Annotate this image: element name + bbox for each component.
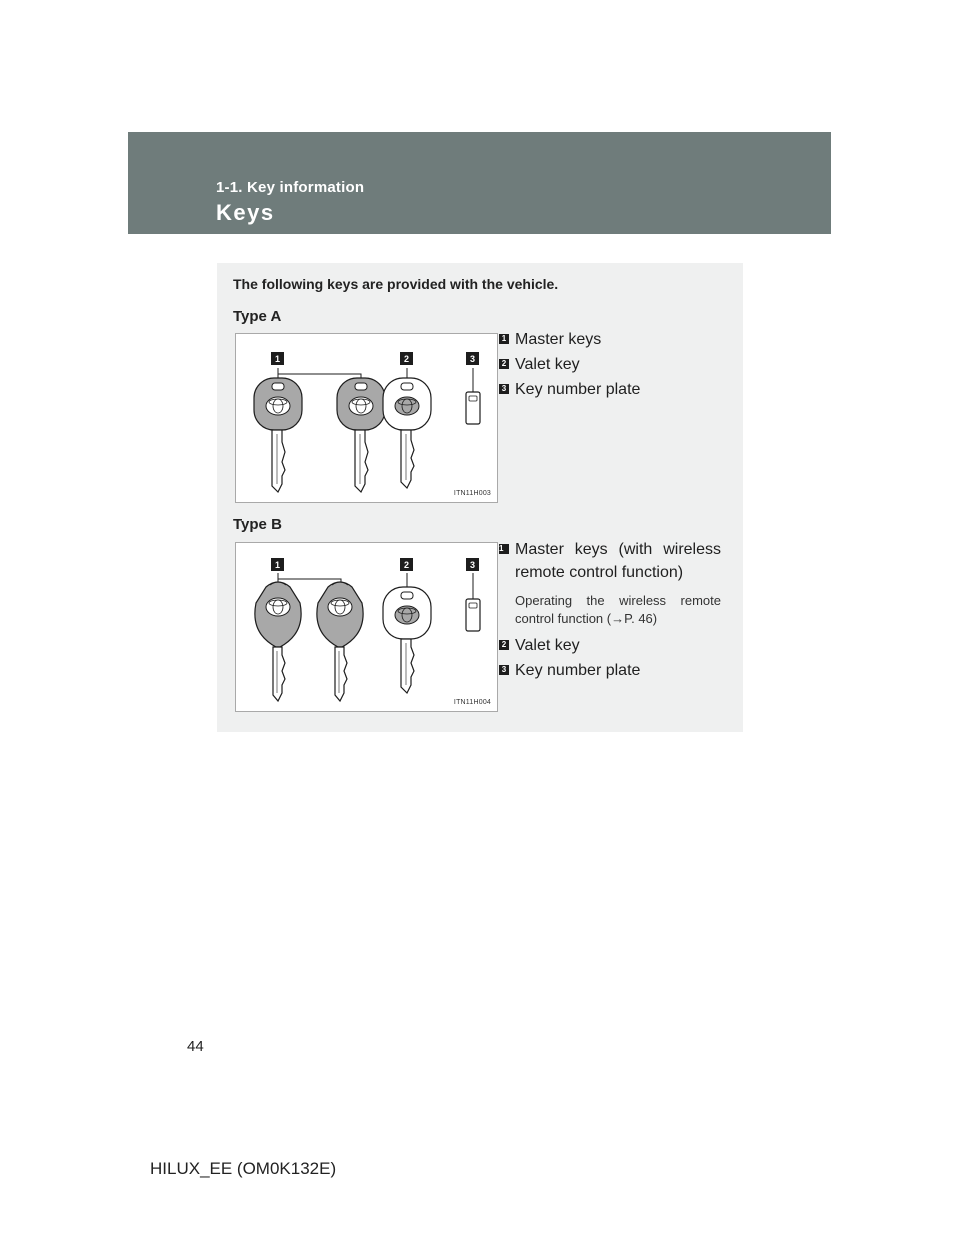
callout-2-label: 2 bbox=[403, 354, 410, 364]
wireless-master-key-1-icon bbox=[255, 582, 301, 701]
chapter-header bbox=[128, 132, 831, 234]
callout-2-label: 2 bbox=[403, 560, 410, 570]
wireless-remote-note: Operating the wireless remote control function (→P. 46) bbox=[515, 593, 721, 626]
callout-1-label: 1 bbox=[274, 354, 281, 364]
master-key-2-icon bbox=[337, 378, 385, 492]
number-2-icon: 2 bbox=[499, 640, 509, 650]
legend-item-key-number-plate bbox=[499, 659, 721, 682]
figure-code: ITN11H003 bbox=[453, 490, 491, 497]
page-title: Keys bbox=[216, 200, 275, 225]
callout-3-label: 3 bbox=[469, 560, 476, 570]
legend-label: Valet key bbox=[515, 637, 580, 654]
legend-label: Key number plate bbox=[515, 662, 641, 679]
number-2-icon: 2 bbox=[499, 359, 509, 369]
figure-code: ITN11H004 bbox=[453, 699, 491, 706]
legend-item-key-number-plate bbox=[499, 378, 721, 401]
key-number-plate-icon bbox=[466, 392, 480, 424]
legend-label: Valet key bbox=[515, 356, 580, 373]
type-a-keys-svg bbox=[236, 334, 499, 504]
type-a-heading: Type A bbox=[233, 308, 282, 325]
legend-item-wireless-master-keys bbox=[499, 538, 721, 584]
page-number: 44 bbox=[187, 1038, 204, 1055]
legend-item-valet-key bbox=[499, 634, 721, 657]
valet-key-icon bbox=[383, 587, 431, 693]
legend-label: Master keys bbox=[515, 331, 602, 348]
legend-item-master-keys bbox=[499, 328, 721, 351]
section-label: 1-1. Key information bbox=[216, 179, 365, 196]
master-key-1-icon bbox=[254, 378, 302, 492]
footer-code: HILUX_EE (OM0K132E) bbox=[150, 1159, 337, 1178]
legend-label: Key number plate bbox=[515, 381, 641, 398]
type-a-legend bbox=[499, 328, 721, 401]
type-b-heading: Type B bbox=[233, 516, 282, 533]
type-b-keys-svg bbox=[236, 543, 499, 713]
keys-info-panel bbox=[217, 263, 743, 732]
wireless-master-key-2-icon bbox=[317, 582, 363, 701]
number-1-icon: 1 bbox=[499, 334, 509, 344]
key-number-plate-icon bbox=[466, 599, 480, 631]
number-3-icon: 3 bbox=[499, 384, 509, 394]
type-b-legend bbox=[499, 538, 721, 682]
callout-3-label: 3 bbox=[469, 354, 476, 364]
legend-item-valet-key bbox=[499, 353, 721, 376]
type-a-key-illustration bbox=[235, 333, 498, 503]
valet-key-icon bbox=[383, 378, 431, 488]
number-3-icon: 3 bbox=[499, 665, 509, 675]
number-1-icon: 1 bbox=[499, 544, 509, 554]
type-b-key-illustration bbox=[235, 542, 498, 712]
intro-text: The following keys are provided with the vehicle. bbox=[233, 276, 559, 292]
callout-1-label: 1 bbox=[274, 560, 281, 570]
legend-label: Master keys (with wireless remote control function) bbox=[515, 541, 721, 581]
